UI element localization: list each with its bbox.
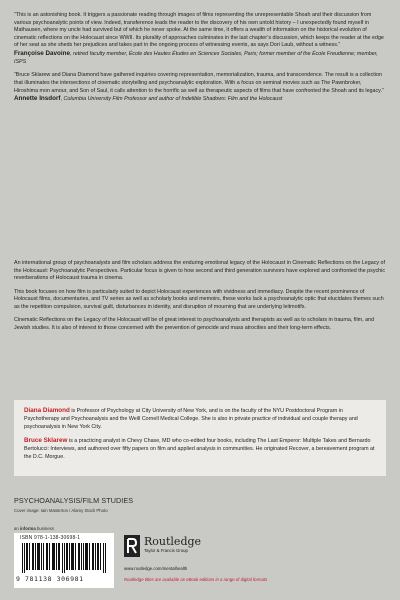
- publisher-group: Taylor & Francis Group: [144, 548, 188, 553]
- author-bio-text: is Professor of Psychology at City University of New York, and is on the faculty of the NYU Postdoctoral Program in Psychotherapy and Psychoanalysis and the Weill Cornell Medical College. She is also in private practice of individual and couple therapy and psychoanalysis in New York City.: [24, 408, 358, 430]
- publisher-line: [14, 526, 114, 531]
- reviewer-name: Annette Insdorf: [14, 95, 61, 103]
- author-bio-text: is a practicing analyst in Chevy Chase, MD who co-edited four books, including The Last Emperor: Multiple Takes and Bernardo Bertolucci: Interviews, and authored over fifty papers on film and applied analysis in communities. He originated Recover, a bereavement program at the D.C. Morgue.: [24, 438, 375, 460]
- description-paragraph: Cinematic Reflections on the Legacy of the Holocaust will be of great interest to psychoanalysts and therapists as well as to scholars in trauma, film, and Jewish studies. It is also of interest to those concerned with the prevention of genocide and mass atrocities and their long-term effects.: [14, 317, 374, 332]
- author-bio: [24, 437, 376, 461]
- author-bio-panel: [14, 400, 386, 476]
- publisher-line-prefix: an: [14, 526, 20, 531]
- publisher-line-brand: informa: [19, 526, 36, 531]
- reviewer-affiliation: Columbia University Film Professor and author of Indelible Shadows: Film and the Holocaust: [63, 96, 283, 103]
- cover-credit: Cover image: Iain Masterton / Alamy Stock Photo: [14, 508, 108, 513]
- publisher-line-suffix: business: [35, 526, 54, 531]
- reviewer-name: Françoise Davoine: [14, 49, 70, 57]
- description-paragraph: This book focuses on how film is particularly suited to depict Holocaust experiences with vividness and immediacy. Despite the recent prominence of Holocaust films, documentaries, and TV series as well as scholarly books and memoirs, these works lack a psychoanalytic optic that elucidates themes such as the repetition compulsion, survival guilt, disturbances in identity, and disruption of mourning that are underlying leitmotifs.: [14, 288, 384, 310]
- review-attribution: Annette Insdorf, Columbia University Film Professor and author of Indelible Shadows: Film and the Holocaust: [14, 95, 283, 103]
- reviews-section: [14, 12, 386, 110]
- publisher-name: Routledge: [144, 535, 202, 548]
- barcode: [14, 533, 114, 588]
- book-description: [14, 260, 386, 339]
- reviewer-affiliation: retired faculty member, École des Hautes Études en Sciences Sociales, Paris; former member of the École Freudienne; member, ISPS: [14, 50, 378, 65]
- publisher-logo: [124, 535, 244, 565]
- routledge-r-logo-icon: [124, 535, 140, 557]
- review-attribution: Françoise Davoine, retired faculty member, École des Hautes Études en Sciences Sociales, Paris; former member of the École Freudienne; member, ISPS: [14, 49, 378, 65]
- author-name: Bruce Sklarew: [24, 437, 68, 445]
- publisher-url: www.routledge.com/mentalhealth: [124, 566, 188, 571]
- author-name: Diana Diamond: [24, 407, 70, 414]
- author-bio: [24, 407, 376, 431]
- description-paragraph: An international group of psychoanalysts and film scholars address the enduring emotional legacy of the Holocaust in Cinematic Reflections on the Legacy of the Holocaust: Psychoanalytic Perspectives. Particular focus is given to how second and third generation survivors have explored and confronted the psychic reverberations of Holocaust trauma in cinema.: [14, 260, 386, 282]
- isbn: ISBN 978-1-138-30698-1: [20, 535, 81, 541]
- barcode-icon: [22, 543, 108, 573]
- barcode-number: 9 781138 306981: [16, 575, 84, 583]
- ebook-note: Routledge titles are available as eBook editions in a range of digital formats: [124, 577, 268, 582]
- review-quote: “Bruce Sklarew and Diana Diamond have gathered inquiries covering representation, memorialization, trauma, and transcendence. The result is a collection that illuminates the intersections of cinematic storytelling and psychoanalytic exploration. With a focus on seminal movies such as The Pawnbroker, Hiroshima mon amour, and Son of Saul, it calls attention to the horrific as well as therapeutic aspects of films that have confronted the Shoah and its legacy.”: [14, 72, 384, 94]
- review-quote: “This is an astonishing book. It triggers a passionate reading through images of films representing the unrepresentable Shoah and their discussion from various psychoanalytic points of view. Indeed, transference leads the reader to the discovery of his own untold history – I unexpectedly found myself in Mathausen, where my uncle had survived but of which he never spoke. At the same time, it offers a wealth of information on the historical evolution of cinematic reflections on the Holocaust since WWII. Its plurality of approaches culminates in the last chapter’s discussion, which keeps the reader at the edge of her seat as she sheds her prejudices and takes part in the ongoing process of witnessing events, as says Dori Laub, without a witness.”: [14, 12, 384, 49]
- subject-category: PSYCHOANALYSIS/FILM STUDIES: [14, 496, 134, 505]
- barcode-area: [14, 526, 114, 588]
